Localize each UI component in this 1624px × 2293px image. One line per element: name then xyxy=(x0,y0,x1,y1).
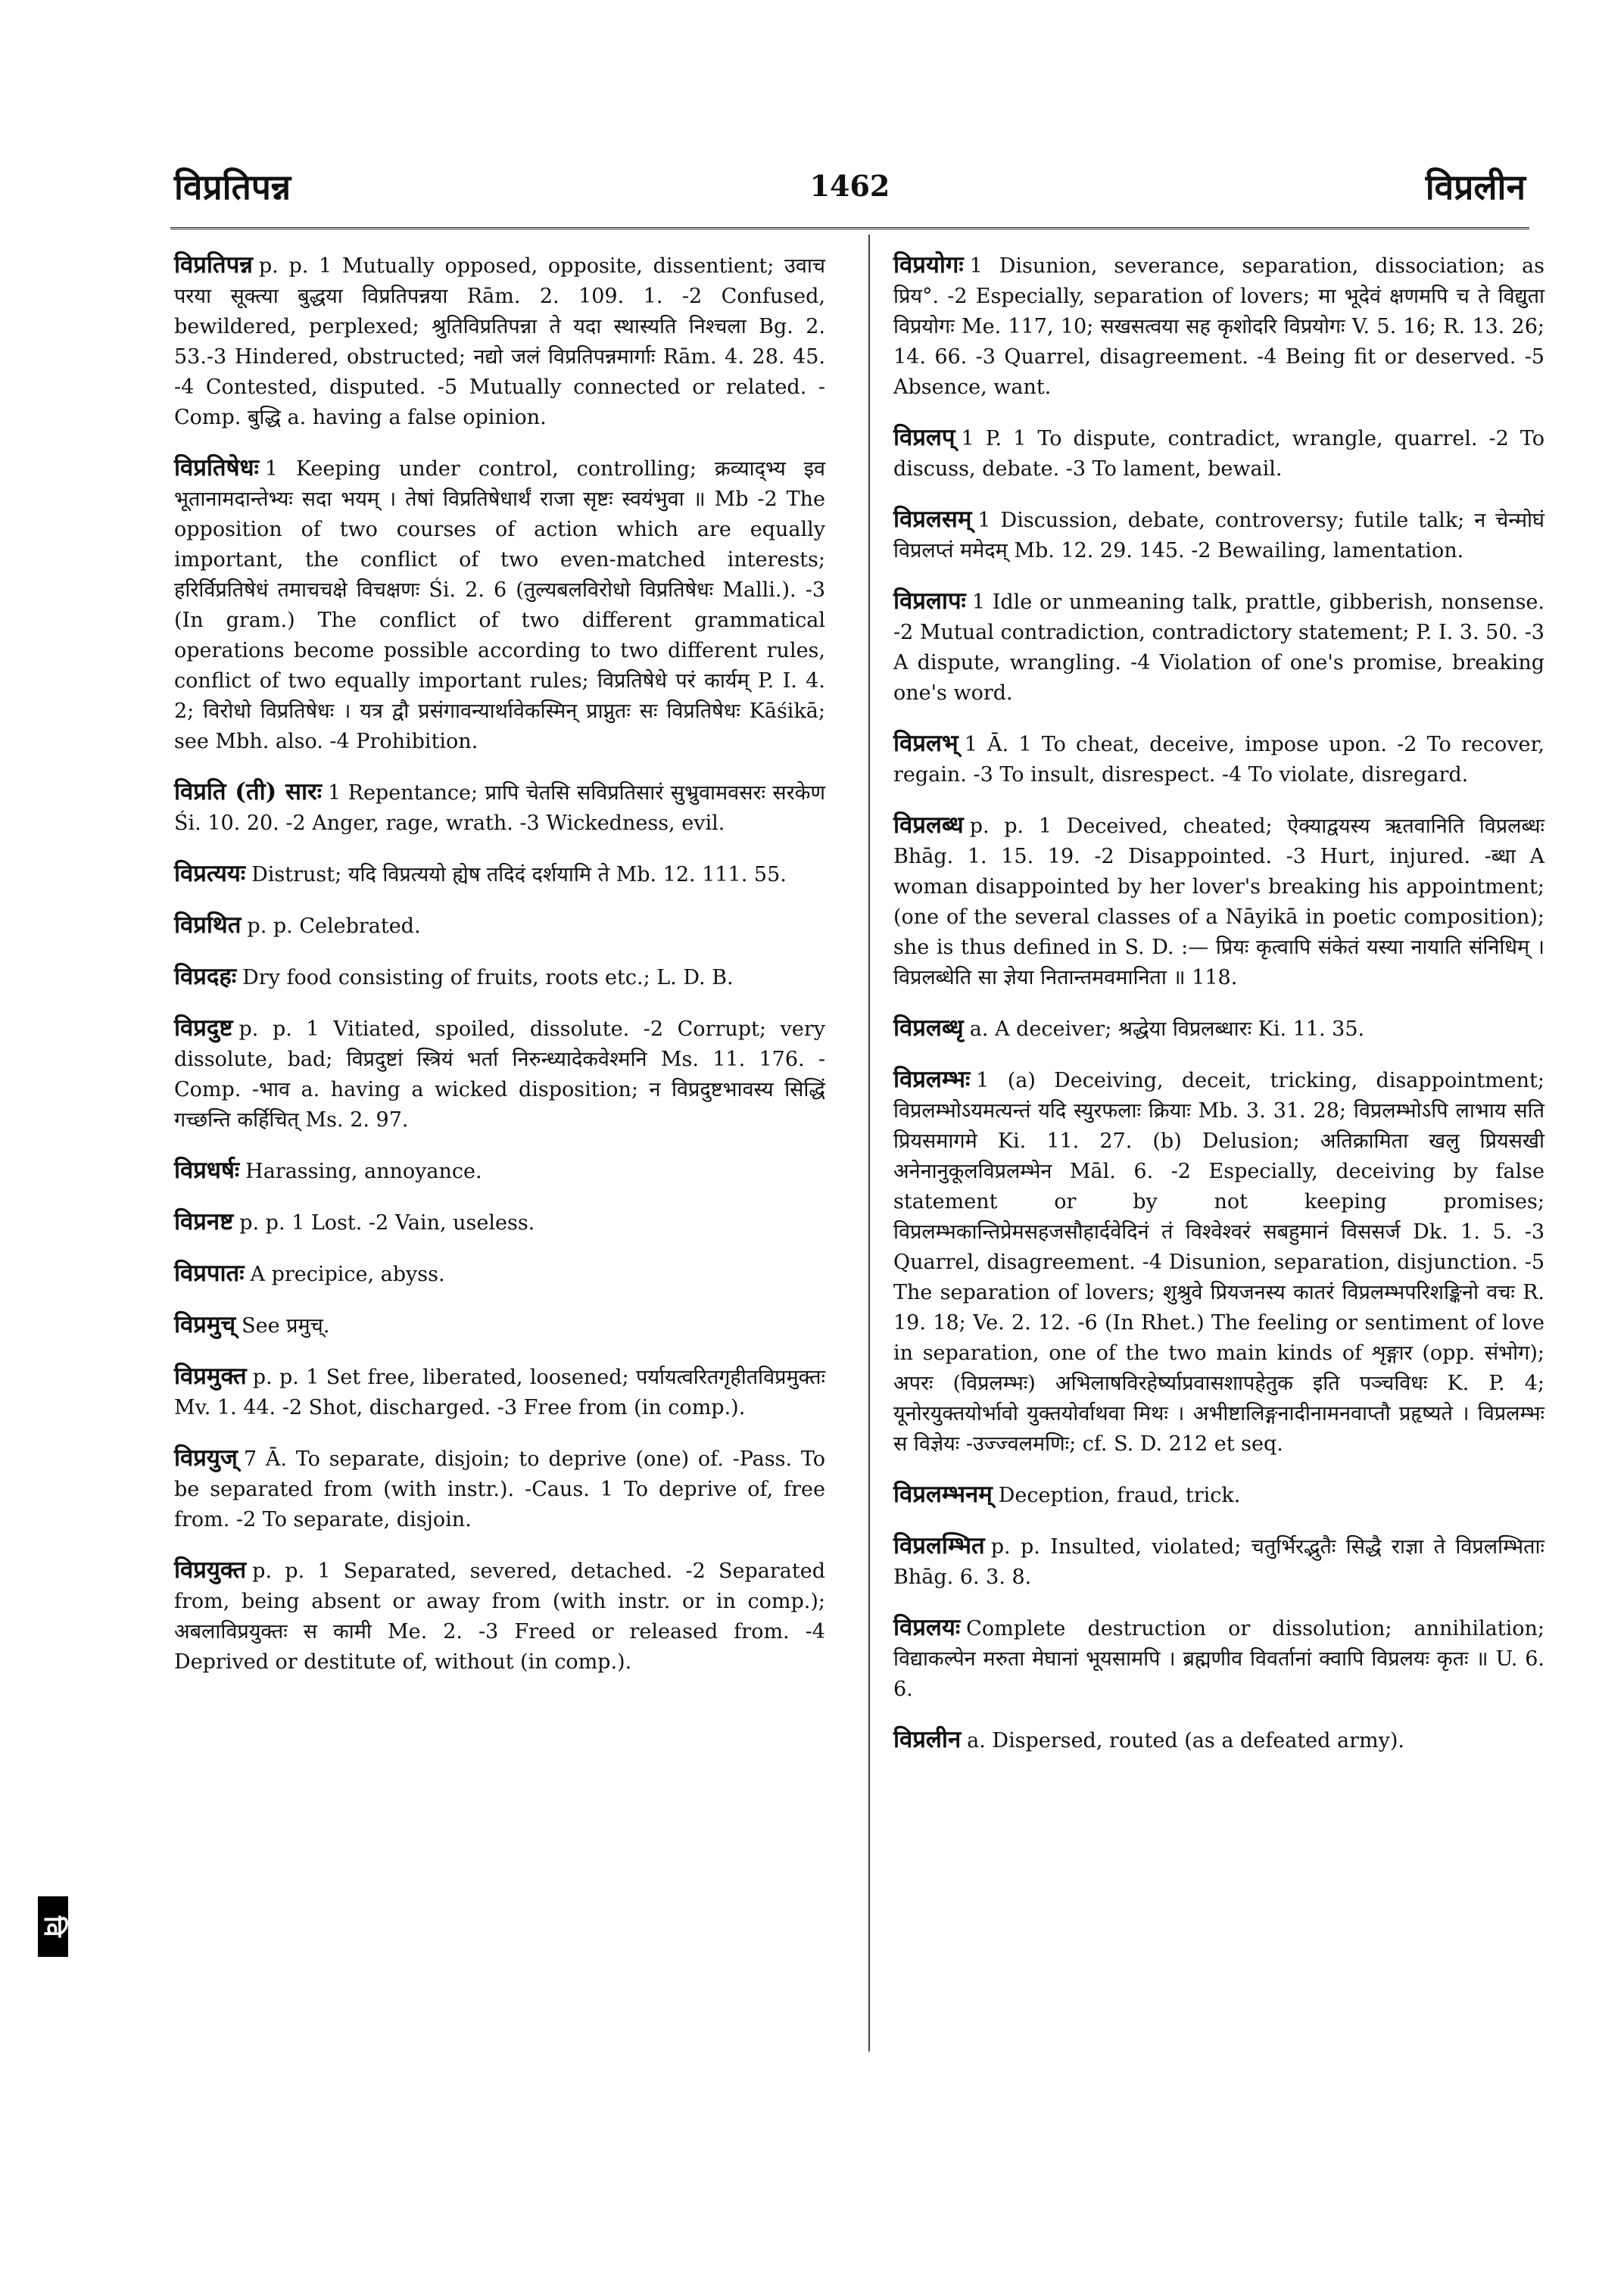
entry-headword: विप्रपातः xyxy=(174,1260,245,1287)
dictionary-entry xyxy=(174,453,825,757)
entry-text: p. p. 1 Vitiated, spoiled, dissolute. -2 Corrupt; very dissolute, bad; विप्रदुष्टां स्त्रियं भर्ता निरुन्ध्यादेकवेश्मनि Ms. 11. 176. -Comp. -भाव a. having a wicked disposition; न विप्रदुष्टभावस्य सिद्धिं गच्छन्ति कर्हिचित् Ms. 2. 97. xyxy=(174,1017,825,1132)
entry-text: p. p. 1 Set free, liberated, loosened; पर्यायत्वरितगृहीतविप्रमुक्तः Mv. 1. 44. -2 Shot, discharged. -3 Free from (in comp.). xyxy=(174,1366,825,1419)
entry-text: See प्रमुच्. xyxy=(242,1314,330,1338)
dictionary-entry xyxy=(174,777,825,839)
entry-headword: विप्रलापः xyxy=(893,587,966,615)
entry-text: p. p. 1 Lost. -2 Vain, useless. xyxy=(239,1211,535,1235)
dictionary-entry xyxy=(174,1258,825,1290)
dictionary-entry xyxy=(174,1443,825,1535)
entry-headword: विप्रलम्भित xyxy=(893,1532,985,1559)
entry-headword: विप्रलयः xyxy=(893,1614,961,1641)
dictionary-entry xyxy=(174,1555,825,1678)
entry-headword: विप्रलीन xyxy=(893,1726,962,1753)
entry-text: 1 Keeping under control, controlling; क्रव्याद्भ्य इव भूतानामदान्तेभ्यः सदा भयम् । तेषां विप्रतिषेधार्थं राजा सृष्टः स्वयंभुवा ॥ Mb -2 The opposition of two courses of action which are equally important, the conflict of two even-matched interests; हरिर्विप्रतिषेधं तमाचचक्षे विचक्षणः Śi. 2. 6 (तुल्यबलविरोधो विप्रतिषेधः Malli.). -3 (In gram.) The conflict of two different grammatical operations become possible according to two different rules, conflict of two equally important rules; विप्रतिषेधे परं कार्यम् P. I. 4. 2; विरोधो विप्रतिषेधः । यत्र द्वौ प्रसंगावन्यार्थावेकस्मिन् प्राप्नुतः सः विप्रतिषेधः Kāśikā; see Mbh. also. -4 Prohibition. xyxy=(174,457,825,753)
entry-headword: विप्रनष्ट xyxy=(174,1208,234,1235)
dictionary-entry xyxy=(893,504,1545,566)
entry-text: a. Dispersed, routed (as a defeated army). xyxy=(967,1729,1405,1752)
entry-text: 1 Discussion, debate, controversy; futile talk; न चेन्मोघं विप्रलप्तं ममेदम् Mb. 12. 29. 145. -2 Bewailing, lamentation. xyxy=(893,509,1545,562)
entry-text: Distrust; यदि विप्रत्ययो ह्येष तदिदं दर्शयामि ते Mb. 12. 111. 55. xyxy=(251,863,787,886)
header-rule xyxy=(170,227,1529,232)
entry-text: p. p. 1 Separated, severed, detached. -2 Separated from, being absent or away from (with instr. or in comp.); अबलाविप्रयुक्तः स कामी Me. 2. -3 Freed or released from. -4 Deprived or destitute of, without (in comp.). xyxy=(174,1559,825,1674)
entry-text: 1 Disunion, severance, separation, dissociation; as प्रिय°. -2 Especially, separation of lovers; मा भूदेवं क्षणमपि च ते विद्युता विप्रयोगः Me. 117, 10; सखसत्वया सह कृशोदरि विप्रयोगः V. 5. 16; R. 13. 26; 14. 66. -3 Quarrel, disagreement. -4 Being fit or deserved. -5 Absence, want. xyxy=(893,254,1545,399)
entry-headword: विप्रधर्षः xyxy=(174,1157,240,1184)
entry-text: Dry food consisting of fruits, roots etc.; L. D. B. xyxy=(242,966,734,989)
entry-headword: विप्रदहः xyxy=(174,963,237,990)
dictionary-entry xyxy=(174,1310,825,1341)
entry-headword: विप्रत्ययः xyxy=(174,860,246,887)
dictionary-entry xyxy=(174,961,825,993)
entry-headword: विप्रयुक्त xyxy=(174,1556,247,1584)
entry-headword: विप्रलम्भनम् xyxy=(893,1481,993,1508)
entry-text: 1 Idle or unmeaning talk, prattle, gibberish, nonsense. -2 Mutual contradiction, contradictory statement; P. I. 3. 50. -3 A dispute, wrangling. -4 Violation of one's promise, breaking one's word. xyxy=(893,590,1545,705)
dictionary-entry xyxy=(174,910,825,942)
dictionary-entry xyxy=(174,1361,825,1423)
entry-headword: विप्रदुष्ट xyxy=(174,1014,233,1042)
entry-headword: विप्रलप् xyxy=(893,424,955,451)
entry-text: 1 P. 1 To dispute, contradict, wrangle, quarrel. -2 To discuss, debate. -3 To lament, bewail. xyxy=(893,427,1545,481)
dictionary-entry xyxy=(893,728,1545,790)
entry-text: Deception, fraud, trick. xyxy=(998,1484,1241,1507)
entry-headword: विप्रतिषेधः xyxy=(174,454,259,481)
dictionary-entry xyxy=(174,1207,825,1238)
dictionary-entry xyxy=(893,1064,1545,1460)
entry-headword: विप्रति (ती) सारः xyxy=(174,778,322,805)
entry-headword: विप्रलम्भः xyxy=(893,1066,971,1093)
thumb-index-tab: वि xyxy=(38,1896,68,1957)
dictionary-entry xyxy=(174,250,825,433)
right-running-headword: विप्रलीन xyxy=(1425,167,1526,207)
dictionary-entry xyxy=(893,422,1545,484)
left-running-headword: विप्रतिपन्न xyxy=(174,167,291,207)
entry-text: A precipice, abyss. xyxy=(250,1263,445,1286)
entry-text: Harassing, annoyance. xyxy=(245,1160,482,1183)
entry-text: 7 Ā. To separate, disjoin; to deprive (one) of. -Pass. To be separated from (with instr.). -Caus. 1 To deprive of, free from. -2 To separate, disjoin. xyxy=(174,1447,825,1531)
entry-headword: विप्रलभ् xyxy=(893,730,959,757)
dictionary-entry xyxy=(174,858,825,890)
entry-text: a. A deceiver; श्रद्धेया विप्रलब्धारः Ki. 11. 35. xyxy=(969,1017,1365,1041)
entry-text: p. p. Celebrated. xyxy=(247,914,421,938)
entry-text: 1 Ā. 1 To cheat, deceive, impose upon. -2 To recover, regain. -3 To insult, disrespect. -4 To violate, disregard. xyxy=(893,733,1545,787)
dictionary-entry xyxy=(174,1013,825,1136)
dictionary-entry xyxy=(174,1155,825,1187)
entry-text: p. p. 1 Deceived, cheated; ऐक्याद्वयस्य ऋतवानिति विप्रलब्धः Bhāg. 1. 15. 19. -2 Disappointed. -3 Hurt, injured. -ब्धा A woman disappointed by her lover's breaking his appointment; (one of the several classes of a Nāyikā in poetic composition); she is thus defined in S. D. :— प्रियः कृत्वापि संकेतं यस्या नायाति संनिधिम् । विप्रलब्धेति सा ज्ञेया नितान्तमवमानिता ॥ 118. xyxy=(893,815,1545,989)
page-header xyxy=(174,163,1526,216)
entry-headword: विप्रलब्धृ xyxy=(893,1014,964,1042)
left-column xyxy=(174,250,825,1697)
page-number: 1462 xyxy=(809,169,890,203)
dictionary-entry xyxy=(893,810,1545,993)
dictionary-entry xyxy=(893,1612,1545,1705)
dictionary-entry xyxy=(893,1531,1545,1593)
entry-headword: विप्रथित xyxy=(174,911,242,939)
entry-headword: विप्रलसम् xyxy=(893,506,972,533)
entry-headword: विप्रमुक्त xyxy=(174,1363,247,1390)
entry-headword: विप्रतिपन्न xyxy=(174,251,253,279)
entry-headword: विप्रमुच् xyxy=(174,1311,236,1338)
entry-headword: विप्रयुज् xyxy=(174,1444,238,1472)
column-divider xyxy=(868,235,870,2052)
entry-text: 1 (a) Deceiving, deceit, tricking, disappointment; विप्रलम्भोऽयमत्यन्तं यदि स्युरफलाः क्रियाः Mb. 3. 31. 28; विप्रलम्भोऽपि लाभाय सति प्रियसमागमे Ki. 11. 27. (b) Delusion; अतिक्रामिता खलु प्रियसखी अनेनानुकूलविप्रलम्भेन Māl. 6. -2 Especially, deceiving by false statement or by not keeping promises; विप्रलम्भकान्तिप्रेमसहजसौहार्दवेदिनं तं विश्वेश्वरं सबहुमानं विससर्ज Dk. 1. 5. -3 Quarrel, disagreement. -4 Disunion, separation, disjunction. -5 The separation of lovers; शुश्रुवे प्रियजनस्य कातरं विप्रलम्भपरिशङ्किनो वचः R. 19. 18; Ve. 2. 12. -6 (In Rhet.) The feeling or sentiment of love in separation, one of the two main kinds of शृङ्गार (opp. संभोग); अपरः (विप्रलम्भः) अभिलाषविरहेर्ष्याप्रवासशापहेतुक इति पञ्चविधः K. P. 4; यूनोरयुक्तयोर्भावो युक्तयोर्वाथवा मिथः । अभीष्टालिङ्गनादीनामनवाप्तौ प्रहृष्यते । विप्रलम्भः स विज्ञेयः -उज्ज्वलमणिः; cf. S. D. 212 et seq. xyxy=(893,1069,1545,1456)
entry-text: 1 Repentance; प्रापि चेतसि सविप्रतिसारं सुभ्रुवामवसरः सरकेण Śi. 10. 20. -2 Anger, rage, wrath. -3 Wickedness, evil. xyxy=(174,781,825,835)
entry-headword: विप्रयोगः xyxy=(893,251,964,279)
entry-text: p. p. 1 Mutually opposed, opposite, dissentient; उवाच परया सूक्त्या बुद्धया विप्रतिपन्नया Rām. 2. 109. 1. -2 Confused, bewildered, perplexed; श्रुतिविप्रतिपन्ना ते यदा स्थास्यति निश्चला Bg. 2. 53.-3 Hindered, obstructed; नद्यो जलं विप्रतिपन्नमार्गाः Rām. 4. 28. 45. -4 Contested, disputed. -5 Mutually connected or related. -Comp. बुद्धि a. having a false opinion. xyxy=(174,254,825,429)
dictionary-entry xyxy=(893,1013,1545,1045)
dictionary-entry xyxy=(893,250,1545,403)
entry-headword: विप्रलब्ध xyxy=(893,812,964,839)
right-column xyxy=(893,250,1545,1776)
dictionary-entry xyxy=(893,586,1545,709)
entry-text: Complete destruction or dissolution; annihilation; विद्याकल्पेन मरुता मेघानां भूयसामपि । ब्रह्मणीव विवर्तानां क्वापि विप्रलयः कृतः ॥ U. 6. 6. xyxy=(893,1617,1545,1701)
entry-text: p. p. Insulted, violated; चतुर्भिरद्भुतैः सिद्धै राज्ञा ते विप्रलम्भिताः Bhāg. 6. 3. 8. xyxy=(893,1535,1545,1589)
dictionary-entry xyxy=(893,1479,1545,1511)
dictionary-entry xyxy=(893,1724,1545,1756)
